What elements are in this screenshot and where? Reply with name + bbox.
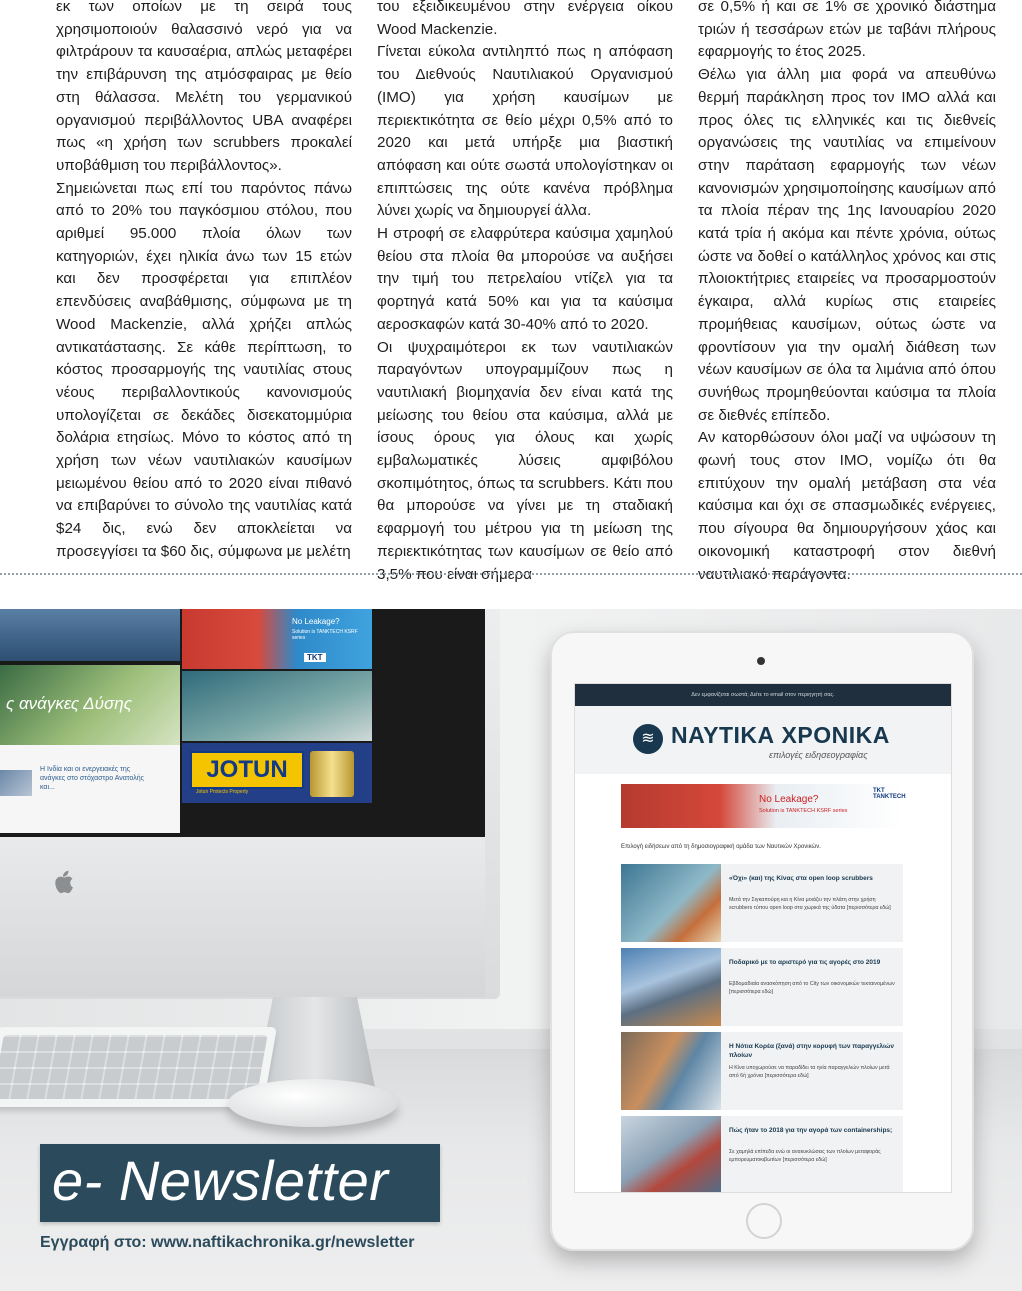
article-paragraph: Γίνεται εύκολα αντιληπτό πως η απόφαση του Διεθνούς Ναυτιλιακού Οργανισμού (ΙΜΟ) για χρήση καυσίμων με περιεκτικότητα σε θείο μέχρι 0,5% από το 2020 και μετά υπήρξε μια βιαστική απόφαση και ούτε σωστά υπολογίστηκαν οι επιπτώσεις της ούτε κανένα πρόβλημα λύνει χωρίς να δημιουργεί άλλα.: [377, 43, 673, 220]
news-title: Πώς ήταν το 2018 για την αγορά των containerships;: [729, 1127, 893, 1134]
camera-icon: [757, 657, 765, 665]
magic-mouse: [228, 1079, 398, 1127]
monitor-screen: [0, 609, 485, 837]
article-paragraph: σε 0,5% ή και σε 1% σε χρονικό διάστημα τριών ή τεσσάρων ετών με ταβάνι πλήρους εφαρμογής το έτος 2025.: [698, 0, 996, 61]
screen-news-column: [0, 665, 180, 833]
banner-text: ς ανάγκες Δύσης: [6, 694, 132, 713]
article-paragraph: Σημειώνεται πως επί του παρόντος πάνω από το 20% του παγκόσμιου στόλου, που αριθμεί 95.000 πλοία όλων των κατηγοριών, έχει ηλικία άνω των 15 ετών και δεν προσφέρεται για επιπλέον επενδύσεις αναβάθμισης, σύμφωνα με τη Wood Mackenzie, αλλά χρήζει απλώς αντικατάστασης. Σε κάθε περίπτωση, το κόστος προσαρμογής της ναυτιλίας στους νέους περιβαλλοντικούς κανονισμούς υπολογίζεται σε δεκάδες δισεκατομμύρια δολάρια ετησίως. Μόνο το κόστος από τη χρήση των νέων ναυτιλιακών καυσίμων μειωμένου θείου από το 2020 είναι πιθανό να επιβαρύνει το σύνολο της ναυτιλίας κατά $24 δις, ενώ δεν αποκλείεται να προσεγγίσει τα $60 δις, σύμφωνα με μελέτη: [56, 179, 352, 560]
article-paragraph: Οι ψυχραιμότεροι εκ των ναυτιλιακών παραγόντων υπογραμμίζουν πως η ναυτιλιακή βιομηχανία δεν είναι κατά της μείωσης του θείου στα καύσιμα, αλλά με ίσους όρους για όλους και χωρίς εμβαλωματικές λύσεις αμφιβόλου σκοπιμότητος, όπως τα scrubbers. Κάτι που θα μπορούσε να γίνει με τη σταδιακή εφαρμογή του μέτρου για τη μείωση της περιεκτικότητας των καυσίμων σε θείο από 3,5% που είναι σήμερα: [377, 338, 673, 583]
paint-can-image: [310, 751, 354, 797]
jotun-logo: JOTUN: [190, 751, 304, 789]
news-title: «Όχι» (και) της Κίνας στα open loop scrubbers: [729, 875, 873, 882]
article-paragraph: Η στροφή σε ελαφρύτερα καύσιμα χαμηλού θείου στα πλοία θα μπορούσε να αυξήσει την τιμή του πετρελαίου ντίζελ για τα φορτηγά κατά 50% και για τα καύσιμα αεροσκαφών κατά 30-40% από το 2020.: [377, 225, 673, 333]
news-summary: Εβδομαδιαία ανασκόπηση από το City των οικονομικών τεκταινομένων [περισσότερα εδώ]: [729, 981, 895, 995]
screen-photo-city: [0, 609, 180, 661]
news-summary: Η Κίνα υποχωρούσε να παραδίδει τα ηνία παραγγελιών πλοίων μετά από 6ή χρόνια [περισσότερα εδώ]: [729, 1065, 890, 1079]
screen-ad-tanktech: [182, 609, 372, 669]
screen-banner: [0, 665, 180, 745]
article-paragraph: εκ των οποίων με τη σειρά τους χρησιμοποιούν θαλασσινό νερό για να φιλτράρουν τα καυσαέρια, απλώς μεταφέρει την επιβάρυνση της ατμόσφαιρας με θείο στη θάλασσα. Μελέτη του γερμανικού οργανισμού περιβάλλοντος UBA αναφέρει πως «η χρήση των scrubbers προκαλεί υποβάθμιση του περιβάλλοντος».: [56, 0, 352, 174]
newsletter-item: [621, 864, 903, 942]
newsletter-item: [621, 1032, 903, 1110]
home-button: [746, 1203, 782, 1239]
newsletter-intro: Επιλογή ειδήσεων από τη δημοσιογραφική ομάδα των Ναυτικών Χρονικών.: [621, 844, 821, 850]
news-line: Η Ινδία και οι ενεργειακές της ανάγκες στο στόχαστρο Ανατολής και...: [40, 766, 144, 791]
e-newsletter-banner: [40, 1144, 440, 1222]
jotun-tagline: Jotun Protects Property: [196, 789, 249, 795]
ad-title: No Leakage?: [292, 617, 340, 626]
ad-brand: TKT: [304, 653, 326, 662]
newsletter-subtitle: επιλογές ειδησεογραφίας: [769, 750, 868, 760]
news-photo: [621, 1032, 721, 1110]
screen-photo-sea: [182, 671, 372, 741]
news-photo: [621, 864, 721, 942]
monitor-chin: [0, 837, 485, 997]
article-paragraph: Αν κατορθώσουν όλοι μαζί να υψώσουν τη φωνή τους στον ΙΜΟ, νομίζω ότι θα επιτύχουν την ομαλή μετάβαση στα νέα καύσιμα και όχι σε σπασμωδικές ενέργειες, που σίγουρα θα δημιουργήσουν χάος και οικονομική καταστροφή στον διεθνή ναυτιλιακό παράγοντα.: [698, 429, 996, 583]
newsletter-title: ΝΑΥΤΙΚΑ ΧΡΟΝΙΚΑ: [671, 722, 890, 748]
newsletter-header: [575, 706, 951, 774]
article-column-2: [377, 0, 673, 586]
tablet-screen: [574, 683, 952, 1193]
news-thumbnail: [0, 770, 32, 796]
news-title: Ποδαρικό με το αριστερό για τις αγορές στο 2019: [729, 959, 881, 966]
news-photo: [621, 1116, 721, 1193]
apple-logo-icon: [52, 869, 74, 895]
news-summary: Σε χαμηλά επίπεδα ενώ οι ανακυκλώσεις των πλοίων μεταφοράς εμπορευματοκιβωτίων [περισσότερα εδώ]: [729, 1149, 881, 1163]
naftika-logo-icon: ≋: [633, 724, 663, 754]
ad-subtitle: Solution is TANKTECH KSRF series: [759, 808, 848, 814]
newsletter-item: [621, 948, 903, 1026]
ad-brand: TKT TANKTECH: [873, 788, 906, 800]
news-summary: Μετά την Σιγκαπούρη και η Κίνα μοιάζει την πλάτη στην χρήση scrubbers τύπου open loop στα χωρικά της ύδατα [περισσότερα εδώ]: [729, 897, 891, 911]
article-column-3: [698, 0, 996, 586]
registration-link[interactable]: Εγγραφή στο: www.naftikachronika.gr/newsletter: [40, 1234, 415, 1251]
imac-monitor: [0, 609, 500, 999]
newsletter-ad: [621, 784, 906, 828]
ad-title: No Leakage?: [759, 794, 819, 805]
dotted-divider: [0, 573, 1022, 575]
e-newsletter-title: e- Newsletter: [52, 1149, 389, 1212]
newsletter-item: [621, 1116, 903, 1193]
ipad-tablet: [550, 631, 974, 1251]
keyboard-keys: [0, 1035, 268, 1099]
screen-ad-jotun: [182, 743, 372, 803]
article-paragraph: Θέλω για άλλη μια φορά να απευθύνω θερμή παράκληση προς τον ΙΜΟ αλλά και προς όλες τις ελληνικές και τις διεθνείς οργανώσεις της ναυτιλίας να επιμείνουν στην παράταση εφαρμογής των νέων κανονισμών χρησιμοποίησης καυσίμων από τα πλοία πέραν της 1ης Ιανουαρίου 2020 κατά τρία ή ακόμα και πέντε χρόνια, ούτως ώστε να δοθεί ο κατάλληλος χρόνος και στις πλοιοκτήτριες εταιρείες να προσαρμοστούν έγκαιρα, αλλά κυρίως στις εταιρείες προμήθειας καυσίμων, ούτως ώστε να φροντίσουν για την ομαλή διάθεση των νέων καυσίμων σε όλα τα λιμάνια από όπου συνήθως προμηθεύονται καύσιμα τα πλοία σε διεθνές επίπεδο.: [698, 66, 996, 424]
ad-subtitle: Solution is TANKTECH KSRF series: [292, 629, 358, 641]
browser-view-bar: Δεν εμφανίζεται σωστά; Δείτε το email στον περιηγητή σας.: [575, 684, 951, 706]
article-paragraph: του εξειδικευμένου στην ενέργεια οίκου Wood Mackenzie.: [377, 0, 673, 38]
article-column-1: [56, 0, 352, 564]
news-title: Η Νότια Κορέα (ξανά) στην κορυφή των παραγγελιών πλοίων: [729, 1043, 894, 1059]
news-photo: [621, 948, 721, 1026]
